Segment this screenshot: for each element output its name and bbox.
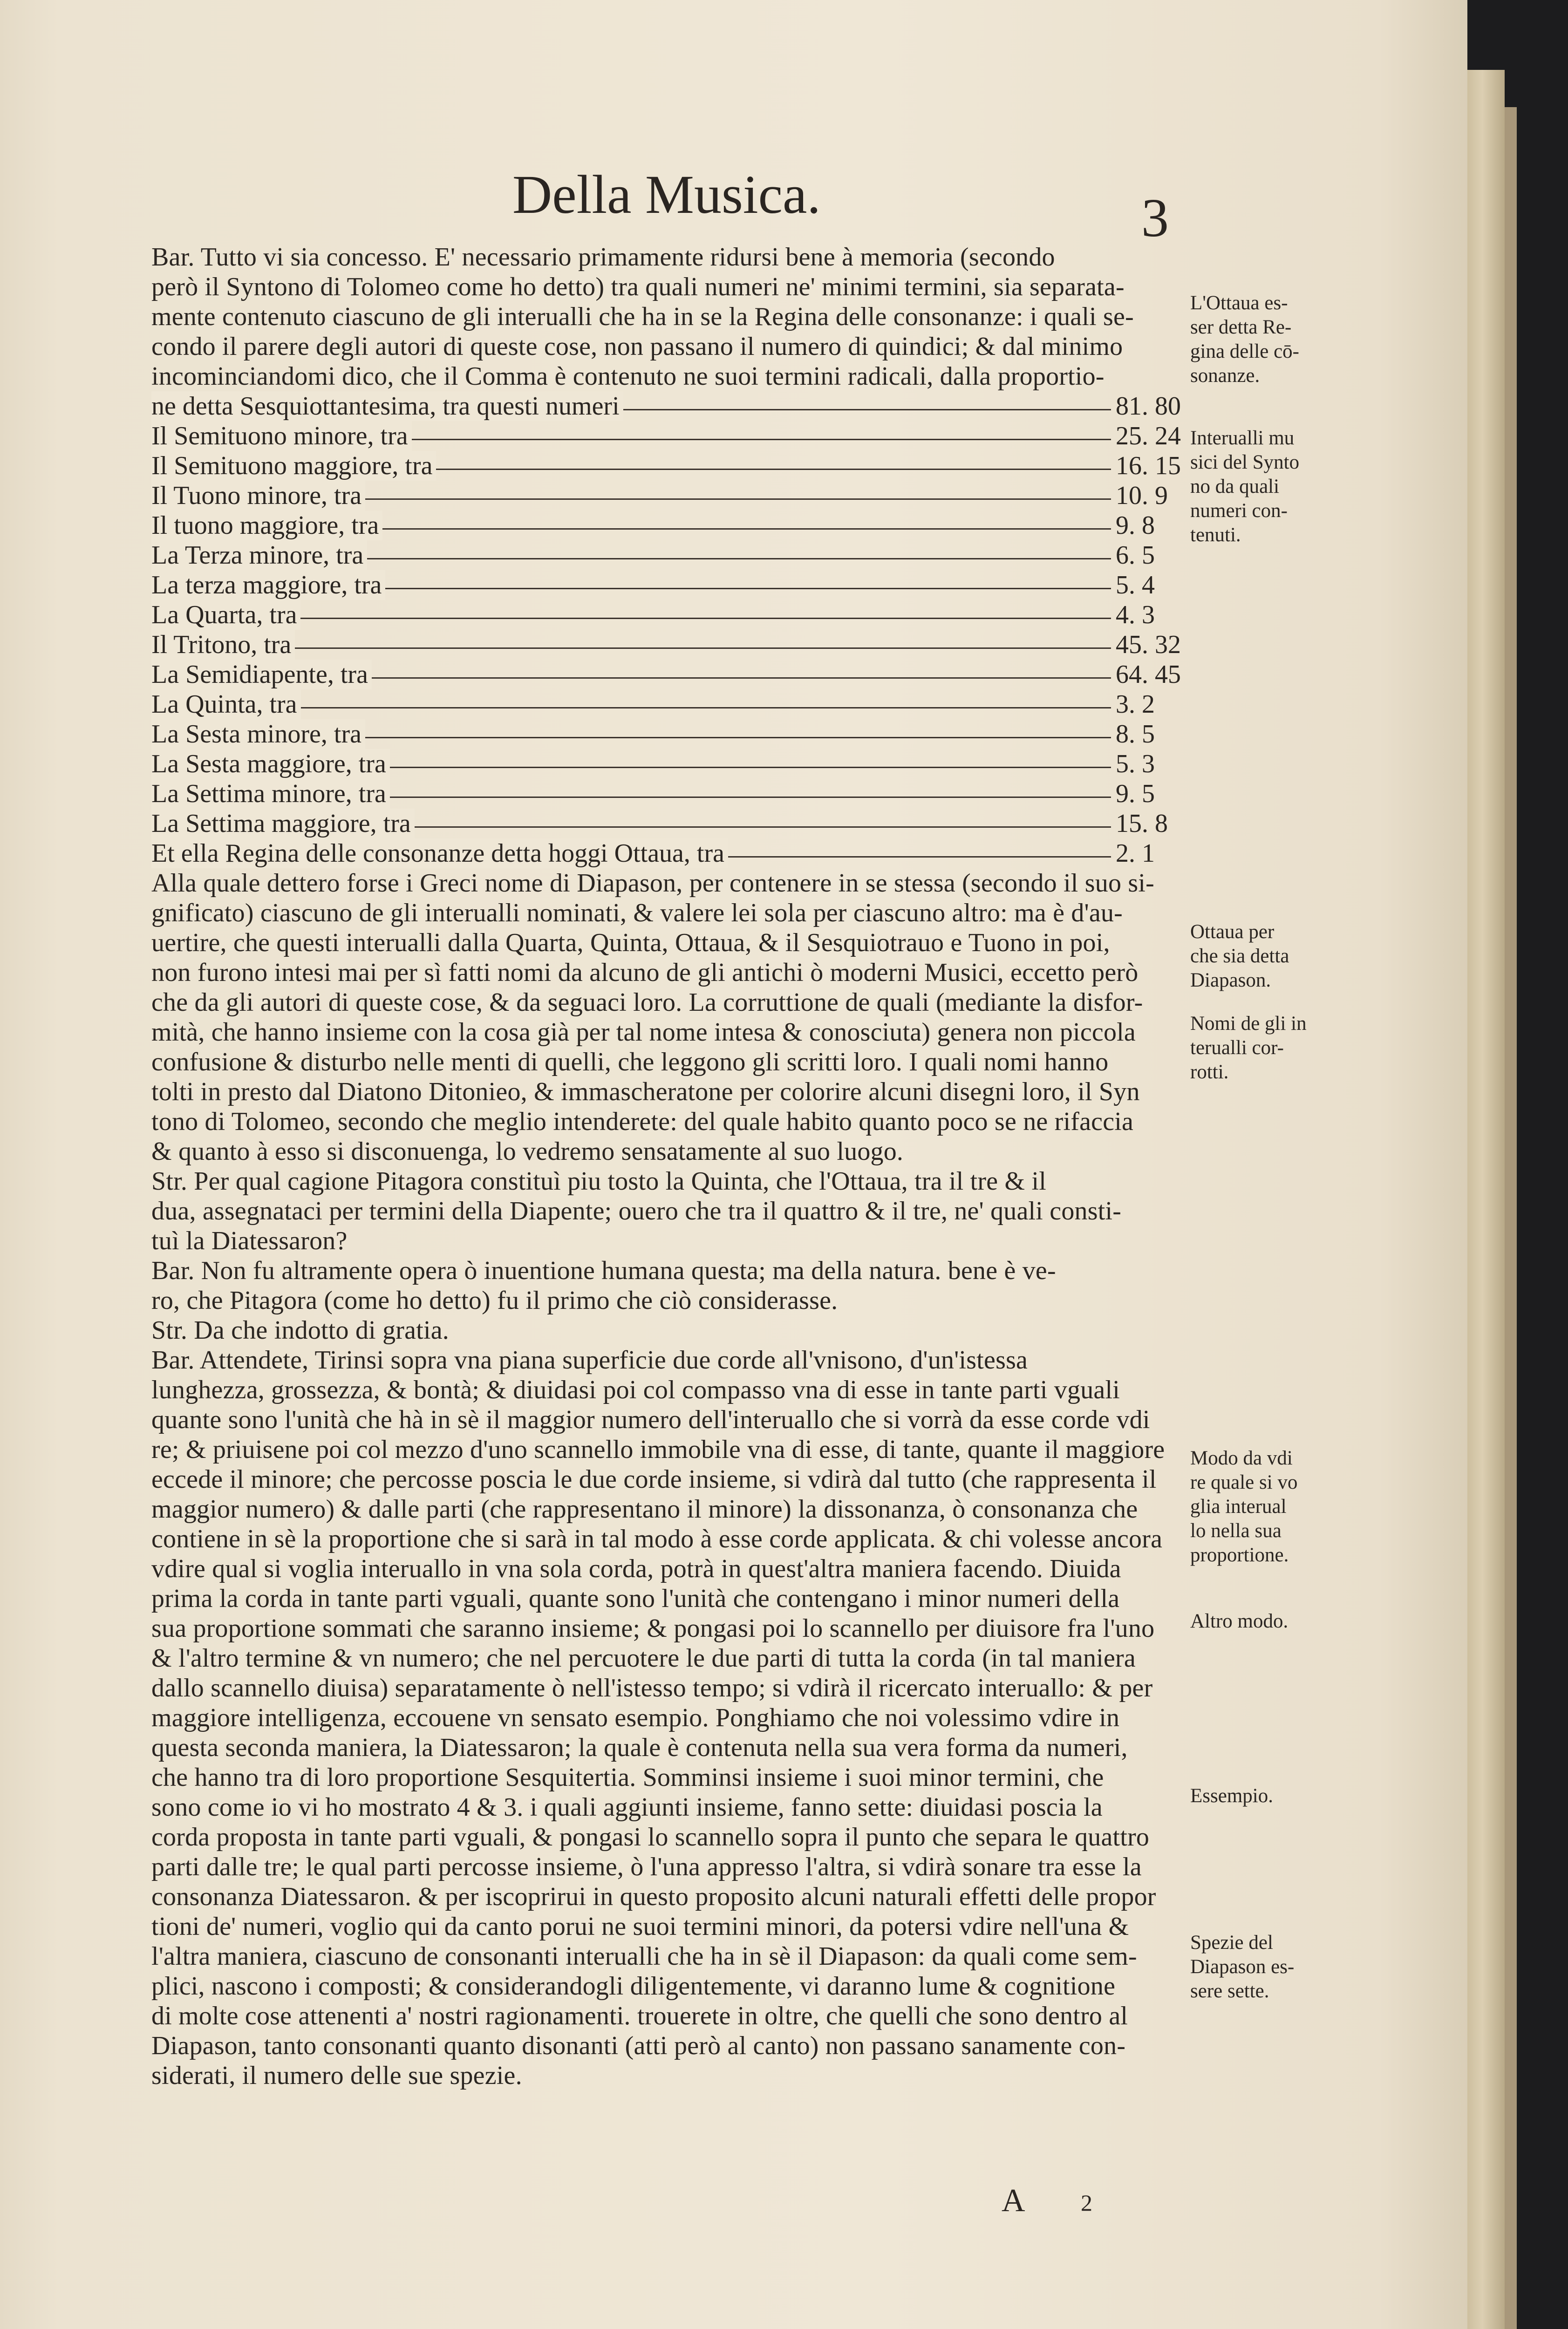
body-line: Alla quale dettero forse i Greci nome di Diapason, per contenere in se stessa (secondo il suo si- (151, 869, 1154, 898)
margin-note (1190, 1609, 1318, 1634)
interval-row (151, 809, 1204, 838)
body-line: parti dalle tre; le qual parti percosse insieme, ò l'una appresso l'altra, si vdirà sonare tra esse la (151, 1852, 1142, 1881)
body-line: Diapason, tanto consonanti quanto disonanti (atti però al canto) non passano sanamente con- (151, 2031, 1126, 2060)
page-number: 3 (1141, 187, 1169, 248)
interval-label: Et ella Regina delle consonanze detta hoggi Ottaua, tra (151, 838, 728, 868)
interval-row (151, 779, 1204, 809)
interval-label: Il Tritono, tra (151, 630, 295, 660)
margin-note-line: Altro modo. (1190, 1610, 1288, 1632)
signature-mark: A (1002, 2183, 1025, 2219)
margin-note-line: Essempio. (1190, 1785, 1273, 1807)
margin-note-line: proportione. (1190, 1544, 1289, 1566)
body-line: tolti in presto dal Diatono Ditonieo, & immascheratone per colorire alcuni disegni loro, il Syn (151, 1077, 1140, 1106)
body-line: l'altra maniera, ciascuno de consonanti interualli che ha in sè il Diapason: da quali come sem- (151, 1942, 1137, 1971)
body-line: corda proposta in tante parti vguali, & pongasi lo scannello sopra il punto che separa le quattro (151, 1823, 1150, 1852)
margin-note (1190, 1784, 1318, 1808)
body-line: contiene in sè la proportione che si sarà in tal modo à esse corde applicata. & chi volesse ancora (151, 1525, 1163, 1553)
interval-row (151, 421, 1204, 451)
margin-note-line: Diapason. (1190, 969, 1271, 991)
interval-label: La Settima minore, tra (151, 779, 390, 809)
interval-row (151, 391, 1204, 421)
body-line: gnificato) ciascuno de gli interualli nominati, & valere lei sola per ciascuno altro: ma è d'au- (151, 899, 1123, 927)
interval-numbers: 4. 3 (1116, 600, 1155, 629)
body-line: Str. Per qual cagione Pitagora constituì piu tosto la Quinta, che l'Ottaua, tra il tre & il (151, 1167, 1046, 1196)
signature-number: 2 (1081, 2190, 1092, 2216)
interval-numbers: 81. 80 (1116, 392, 1181, 421)
interval-row (151, 451, 1204, 481)
body-line: mità, che hanno insieme con la cosa già per tal nome intesa & conosciuta) genera non piccola (151, 1018, 1136, 1047)
margin-note-line: sici del Synto (1190, 451, 1300, 473)
margin-note-line: Modo da vdi (1190, 1447, 1293, 1469)
interval-row (151, 719, 1204, 749)
interval-row (151, 630, 1204, 660)
interval-numbers: 16. 15 (1116, 451, 1181, 480)
body-line: uertire, che questi interualli dalla Quarta, Quinta, Ottaua, & il Sesquiotrauo e Tuono in poi, (151, 928, 1110, 957)
body-line: questa seconda maniera, la Diatessaron; la quale è contenuta nella sua vera forma da numeri, (151, 1733, 1128, 1762)
margin-note-line: tenuti. (1190, 524, 1241, 546)
interval-numbers: 25. 24 (1116, 422, 1181, 450)
body-line: & l'altro termine & vn numero; che nel percuotere le due parti di tutta la corda (in tal maniera (151, 1644, 1136, 1673)
body-line: Bar. Non fu altramente opera ò inuentione humana questa; ma della natura. bene è ve- (151, 1256, 1056, 1285)
margin-note-line: gina delle cō- (1190, 340, 1300, 362)
interval-numbers: 6. 5 (1116, 541, 1155, 570)
interval-label: La Quarta, tra (151, 600, 300, 630)
leader-rule (151, 647, 1111, 649)
margin-note-line: terualli cor- (1190, 1037, 1284, 1059)
margin-note-line: re quale si vo (1190, 1471, 1298, 1493)
interval-label: ne detta Sesquiottantesima, tra questi numeri (151, 391, 623, 421)
page-edge (1467, 70, 1505, 2329)
interval-label: Il tuono maggiore, tra (151, 511, 382, 540)
interval-numbers: 5. 3 (1116, 749, 1155, 778)
body-line: dua, assegnataci per termini della Diapente; ouero che tra il quattro & il tre, ne' quali consti- (151, 1197, 1122, 1226)
intro-line: però il Syntono di Tolomeo come ho detto) tra quali numeri ne' minimi termini, sia separata- (151, 272, 1125, 301)
margin-note-line: glia interual (1190, 1496, 1287, 1518)
margin-note-line: Ottaua per (1190, 921, 1275, 943)
body-line: confusione & disturbo nelle menti di quelli, che leggono gli scritti loro. I quali nomi hanno (151, 1048, 1109, 1076)
interval-row (151, 838, 1204, 868)
interval-numbers: 8. 5 (1116, 720, 1155, 749)
body-line: vdire qual si voglia interuallo in vna sola corda, potrà in quest'altra maniera facendo. Diuida (151, 1554, 1121, 1583)
body-line: lunghezza, grossezza, & bontà; & diuidasi poi col compasso vna di esse in tante parti vguali (151, 1376, 1120, 1404)
body-line: tono di Tolomeo, secondo che meglio intenderete: del quale habito quanto poco se ne rifaccia (151, 1107, 1134, 1136)
interval-label: La Terza minore, tra (151, 540, 367, 570)
margin-note-line: rotti. (1190, 1061, 1229, 1083)
interval-numbers: 2. 1 (1116, 839, 1155, 868)
interval-label: Il Semituono maggiore, tra (151, 451, 436, 481)
margin-note (1190, 426, 1318, 547)
interval-label: La Sesta maggiore, tra (151, 749, 390, 779)
margin-note (1190, 1446, 1318, 1567)
intro-line: incominciandomi dico, che il Comma è contenuto ne suoi termini radicali, dalla proportio- (151, 362, 1104, 391)
interval-numbers: 64. 45 (1116, 660, 1181, 689)
margin-note-line: Nomi de gli in (1190, 1013, 1307, 1035)
margin-note (1190, 1012, 1318, 1084)
interval-numbers: 3. 2 (1116, 690, 1155, 719)
interval-label: Il Semituono minore, tra (151, 421, 412, 451)
body-line: eccede il minore; che percosse poscia le due corde insieme, si vdirà dal tutto (che rappresenta il (151, 1465, 1157, 1494)
interval-numbers: 45. 32 (1116, 630, 1181, 659)
interval-numbers: 9. 5 (1116, 779, 1155, 808)
interval-row (151, 481, 1204, 511)
body-line: che da gli autori di queste cose, & da seguaci loro. La corruttione de quali (mediante la disfor- (151, 988, 1143, 1017)
margin-note-line: che sia detta (1190, 945, 1289, 967)
interval-label: La Sesta minore, tra (151, 719, 365, 749)
interval-label: La terza maggiore, tra (151, 570, 385, 600)
margin-note-line: Spezie del (1190, 1932, 1273, 1954)
interval-row (151, 570, 1204, 600)
page-edge-shadow (1505, 107, 1517, 2329)
body-line: siderati, il numero delle sue spezie. (151, 2061, 522, 2090)
margin-note-line: sonanze. (1190, 365, 1260, 387)
intro-line: condo il parere degli autori di queste cose, non passano il numero di quindici; & dal minimo (151, 332, 1123, 361)
body-line: prima la corda in tante parti vguali, quante sono l'unità che contengano i minor numeri della (151, 1584, 1120, 1613)
interval-row (151, 600, 1204, 630)
body-line: tuì la Diatessaron? (151, 1226, 348, 1255)
margin-note-line: Interualli mu (1190, 427, 1295, 449)
interval-row (151, 511, 1204, 540)
interval-numbers: 9. 8 (1116, 511, 1155, 540)
interval-row (151, 749, 1204, 779)
interval-row (151, 660, 1204, 689)
body-line: Str. Da che indotto di gratia. (151, 1316, 449, 1345)
interval-row (151, 540, 1204, 570)
interval-label: La Quinta, tra (151, 689, 301, 719)
margin-note-line: ser detta Re- (1190, 316, 1292, 338)
interval-numbers: 15. 8 (1116, 809, 1168, 838)
interval-label: Il Tuono minore, tra (151, 481, 365, 511)
interval-numbers: 10. 9 (1116, 481, 1168, 510)
body-line: consonanza Diatessaron. & per iscoprirui in questo proposito alcuni naturali effetti delle propor (151, 1882, 1156, 1911)
margin-note (1190, 1931, 1318, 2003)
interval-row (151, 689, 1204, 719)
body-line: tioni de' numeri, voglio qui da canto porui ne suoi termini minori, da potersi vdire nell'una & (151, 1912, 1129, 1941)
body-line: maggiore intelligenza, eccouene vn sensato esempio. Ponghiamo che noi volessimo vdire in (151, 1703, 1120, 1732)
margin-note-line: lo nella sua (1190, 1520, 1282, 1542)
body-line: Bar. Attendete, Tirinsi sopra vna piana superficie due corde all'vnisono, d'un'istessa (151, 1346, 1028, 1375)
body-line: di molte cose attenenti a' nostri ragionamenti. trouerete in oltre, che quelli che sono dentro al (151, 2002, 1128, 2030)
body-line: dallo scannello diuisa) separatamente ò nell'istesso tempo; si vdirà il ricercato interuallo: & per (151, 1674, 1153, 1702)
margin-note-line: sere sette. (1190, 1980, 1269, 2002)
body-line: non furono intesi mai per sì fatti nomi da alcuno de gli antichi ò moderni Musici, eccetto però (151, 958, 1139, 987)
body-line: plici, nascono i composti; & considerandogli diligentemente, vi daranno lume & cognitione (151, 1972, 1116, 2001)
margin-note (1190, 291, 1318, 388)
margin-note (1190, 920, 1318, 993)
margin-note-line: numeri con- (1190, 500, 1288, 522)
body-line: ro, che Pitagora (come ho detto) fu il primo che ciò considerasse. (151, 1286, 838, 1315)
interval-label: La Semidiapente, tra (151, 660, 372, 689)
intro-line: mente contenuto ciascuno de gli interualli che ha in se la Regina delle consonanze: i quali se- (151, 302, 1134, 331)
body-line: maggior numero) & dalle parti (che rappresentano il minore) la dissonanza, ò consonanza che (151, 1495, 1138, 1524)
margin-note-line: no da quali (1190, 476, 1280, 497)
running-title: Della Musica. (512, 164, 821, 225)
body-line: sua proportione sommati che saranno insieme; & pongasi poi lo scannello per diuisore fra l'uno (151, 1614, 1155, 1643)
interval-numbers: 5. 4 (1116, 571, 1155, 599)
interval-label: La Settima maggiore, tra (151, 809, 415, 838)
intro-line: Bar. Tutto vi sia concesso. E' necessario primamente ridursi bene à memoria (secondo (151, 243, 1055, 272)
margin-note-line: Diapason es- (1190, 1956, 1295, 1978)
body-line: & quanto à esso si disconuenga, lo vedremo sensatamente al suo luogo. (151, 1137, 904, 1166)
margin-note-line: L'Ottaua es- (1190, 292, 1288, 314)
body-line: quante sono l'unità che hà in sè il maggior numero dell'interuallo che si vorrà da esse corde vdi (151, 1405, 1150, 1434)
body-line: che hanno tra di loro proportione Sesquitertia. Somminsi insieme i suoi minor termini, che (151, 1763, 1104, 1792)
body-line: sono come io vi ho mostrato 4 & 3. i quali aggiunti insieme, fanno sette: diuidasi poscia la (151, 1793, 1103, 1822)
body-line: re; & priuisene poi col mezzo d'uno scannello immobile vna di esse, di tante, quante il maggiore (151, 1435, 1165, 1464)
